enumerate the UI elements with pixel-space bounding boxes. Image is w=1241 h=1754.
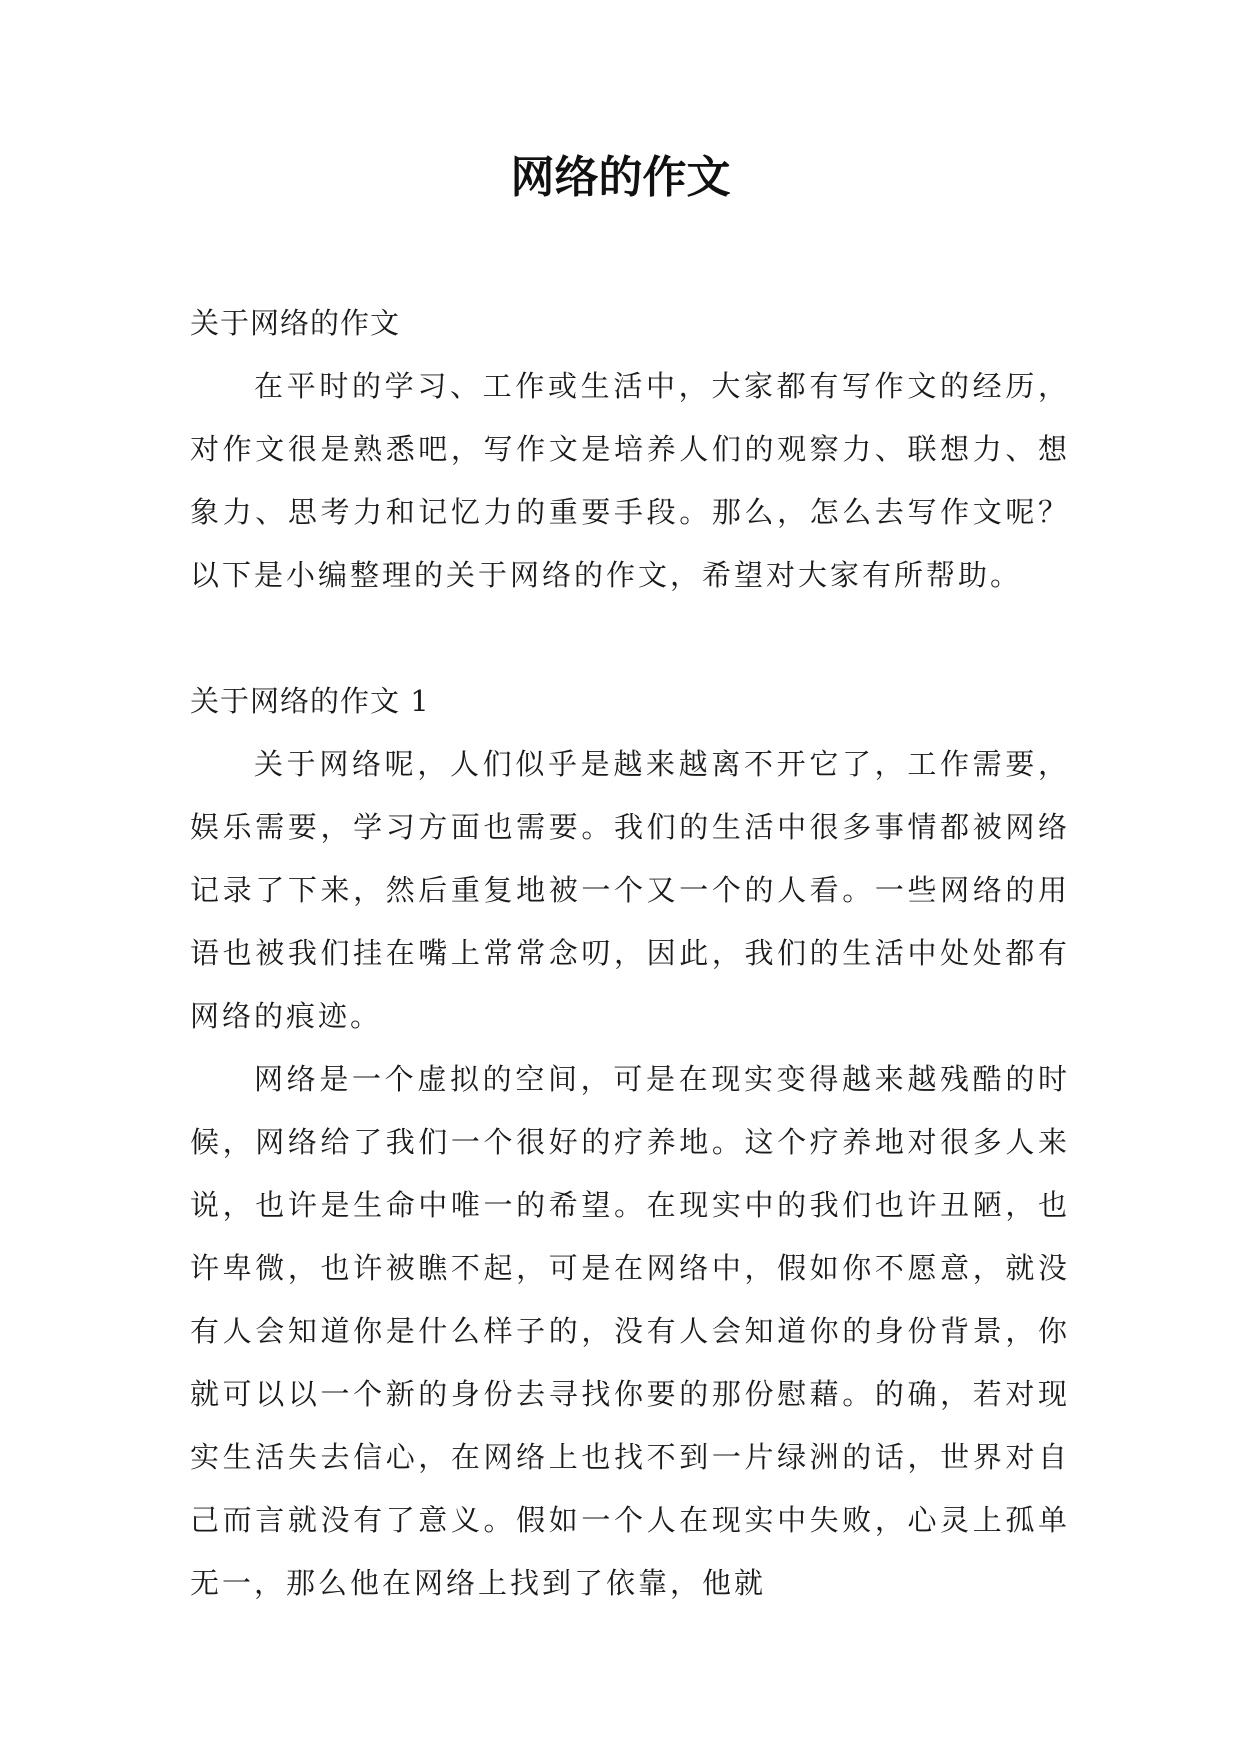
document-body	[190, 292, 1070, 1615]
section-paragraph: 关于网络呢，人们似乎是越来越离不开它了，工作需要，娱乐需要，学习方面也需要。我们的生活中很多事情都被网络记录了下来，然后重复地被一个又一个的人看。一些网络的用语也被我们挂在嘴上常常念叨，因此，我们的生活中处处都有网络的痕迹。	[190, 747, 1070, 1033]
document-title: 网络的作文	[510, 152, 731, 203]
section-divider-space	[190, 607, 1070, 670]
intro-heading: 关于网络的作文	[190, 306, 401, 340]
section-heading: 关于网络的作文 1	[190, 684, 430, 718]
section-paragraph: 网络是一个虚拟的空间，可是在现实变得越来越残酷的时候，网络给了我们一个很好的疗养地。这个疗养地对很多人来说，也许是生命中唯一的希望。在现实中的我们也许丑陋，也许卑微，也许被瞧不起，可是在网络中，假如你不愿意，就没有人会知道你是什么样子的，没有人会知道你的身份背景，你就可以以一个新的身份去寻找你要的那份慰藉。的确，若对现实生活失去信心，在网络上也找不到一片绿洲的话，世界对自己而言就没有了意义。假如一个人在现实中失败，心灵上孤单无一，那么他在网络上找到了依靠，他就	[190, 1062, 1070, 1600]
intro-paragraph: 在平时的学习、工作或生活中，大家都有写作文的经历，对作文很是熟悉吧，写作文是培养人们的观察力、联想力、想象力、思考力和记忆力的重要手段。那么，怎么去写作文呢？以下是小编整理的关于网络的作文，希望对大家有所帮助。	[190, 369, 1070, 592]
